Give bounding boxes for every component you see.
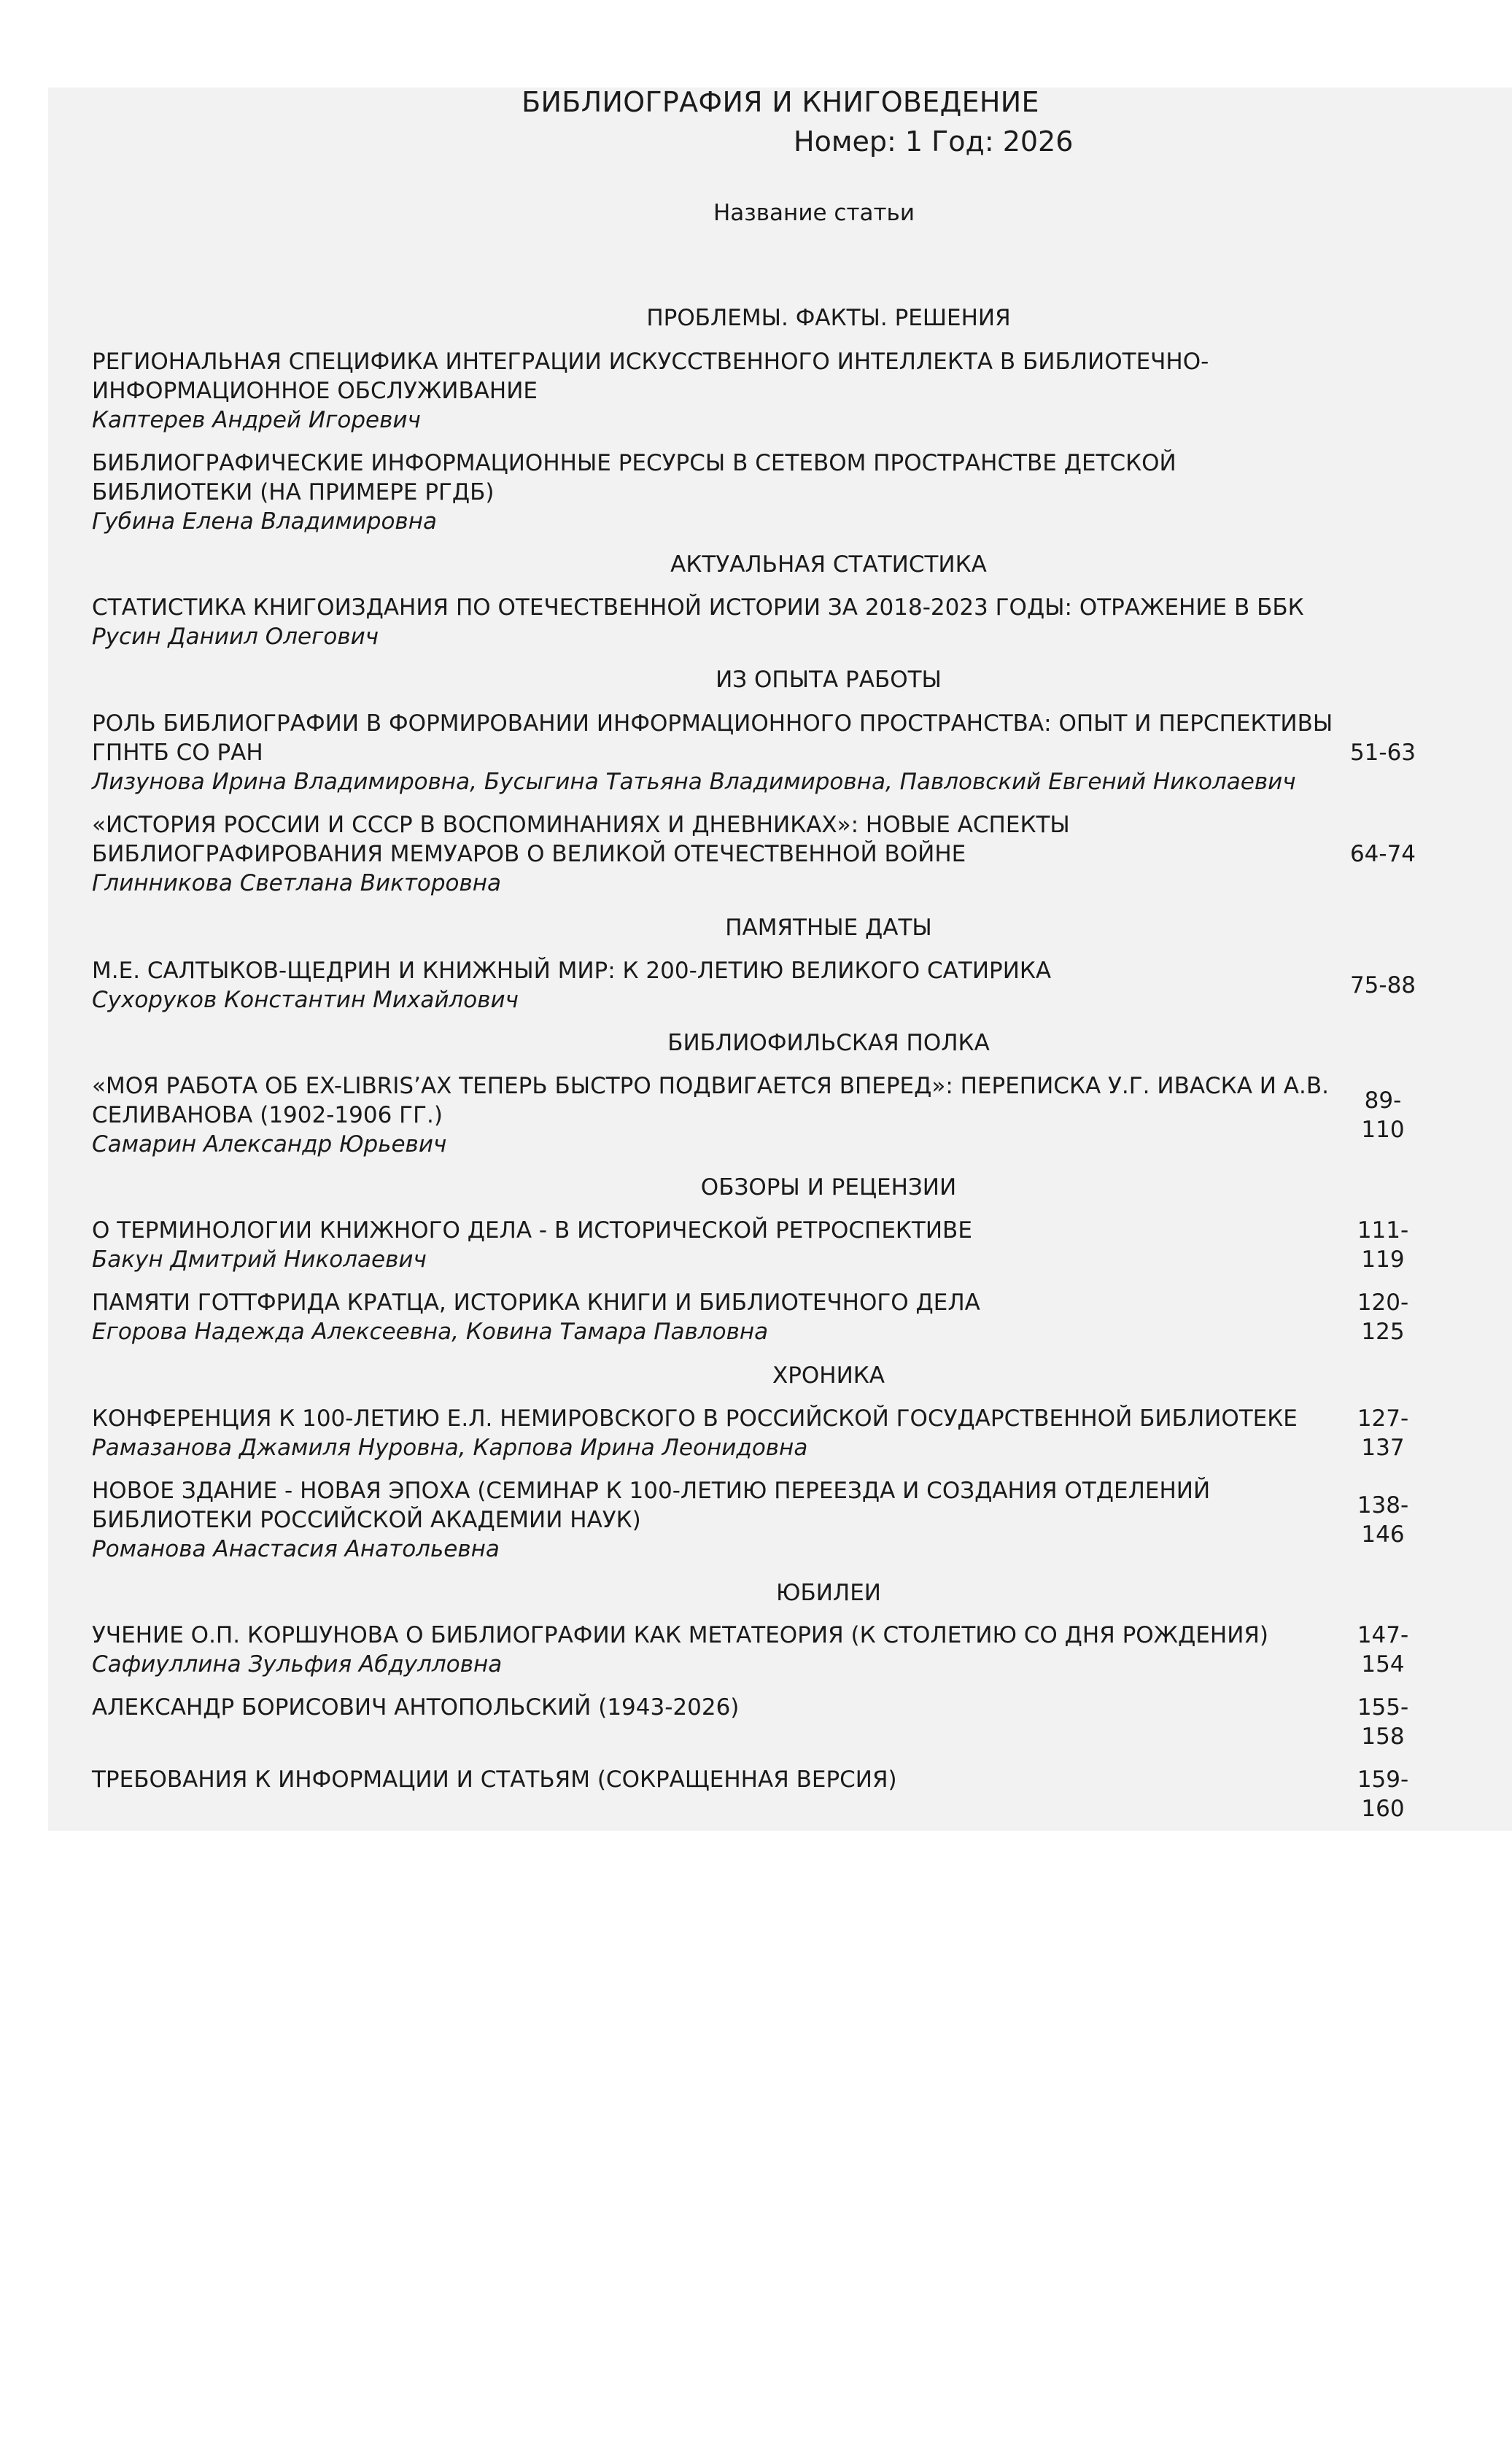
article-authors: Сухоруков Константин Михайлович <box>92 987 519 1013</box>
section-heading: ОБЗОРЫ И РЕЦЕНЗИИ <box>700 1174 957 1201</box>
article-entry[interactable] <box>92 1621 1339 1679</box>
article-authors: Каптерев Андрей Игоревич <box>92 407 421 433</box>
page-range: 75-88 <box>1349 972 1416 999</box>
article-title[interactable]: РЕГИОНАЛЬНАЯ СПЕЦИФИКА ИНТЕГРАЦИИ ИСКУССТВЕННОГО ИНТЕЛЛЕКТА В БИБЛИОТЕЧНО-ИНФОРМАЦИОННОЕ ОБСЛУЖИВАНИЕ <box>92 349 1209 404</box>
page-range: 159- 160 <box>1357 1767 1409 1822</box>
section-heading: ПРОБЛЕМЫ. ФАКТЫ. РЕШЕНИЯ <box>646 305 1011 331</box>
page-range: 155- 158 <box>1357 1694 1409 1750</box>
article-entry[interactable] <box>92 1476 1339 1564</box>
article-entry[interactable] <box>92 810 1339 898</box>
article-authors: Рамазанова Джамиля Нуровна, Карпова Ирина Леонидовна <box>92 1435 808 1461</box>
article-entry[interactable] <box>92 1071 1339 1159</box>
article-authors: Романова Анастасия Анатольевна <box>92 1536 500 1562</box>
article-entry[interactable] <box>92 1404 1339 1462</box>
page-range: 64-74 <box>1349 841 1416 867</box>
article-entry[interactable] <box>92 1765 1339 1794</box>
page-range: 120- 125 <box>1357 1290 1409 1345</box>
section-heading: БИБЛИОФИЛЬСКАЯ ПОЛКА <box>667 1030 990 1056</box>
article-entry[interactable] <box>92 1216 1339 1274</box>
article-authors: Егорова Надежда Алексеевна, Ковина Тамара Павловна <box>92 1319 769 1345</box>
article-authors: Сафиуллина Зульфия Абдулловна <box>92 1651 503 1678</box>
section-heading: ИЗ ОПЫТА РАБОТЫ <box>716 667 942 693</box>
article-entry[interactable] <box>92 956 1339 1015</box>
article-authors: Русин Даниил Олегович <box>92 624 379 650</box>
article-title[interactable]: О ТЕРМИНОЛОГИИ КНИЖНОГО ДЕЛА - В ИСТОРИЧЕСКОЙ РЕТРОСПЕКТИВЕ <box>92 1217 972 1244</box>
article-entry[interactable] <box>92 1288 1339 1346</box>
section-heading: ПАМЯТНЫЕ ДАТЫ <box>725 915 932 941</box>
page-range: 127- 137 <box>1357 1405 1409 1461</box>
article-title[interactable]: «МОЯ РАБОТА ОБ EX-LIBRIS’АХ ТЕПЕРЬ БЫСТРО ПОДВИГАЕТСЯ ВПЕРЕД»: ПЕРЕПИСКА У.Г. ИВАСКА И А.В. СЕЛИВАНОВА (1902-1906 ГГ.) <box>92 1073 1329 1128</box>
article-title[interactable]: ПАМЯТИ ГОТТФРИДА КРАТЦА, ИСТОРИКА КНИГИ И БИБЛИОТЕЧНОГО ДЕЛА <box>92 1290 980 1316</box>
article-title[interactable]: РОЛЬ БИБЛИОГРАФИИ В ФОРМИРОВАНИИ ИНФОРМАЦИОННОГО ПРОСТРАНСТВА: ОПЫТ И ПЕРСПЕКТИВЫ ГПНТБ СО РАН <box>92 710 1333 766</box>
issue-line: Номер: 1 Год: 2026 <box>794 125 1074 158</box>
article-title[interactable]: М.Е. САЛТЫКОВ-ЩЕДРИН И КНИЖНЫЙ МИР: К 200-ЛЕТИЮ ВЕЛИКОГО САТИРИКА <box>92 958 1052 984</box>
page-range: 147- 154 <box>1357 1622 1409 1678</box>
journal-title: БИБЛИОГРАФИЯ И КНИГОВЕДЕНИЕ <box>522 86 1039 118</box>
article-title[interactable]: КОНФЕРЕНЦИЯ К 100-ЛЕТИЮ Е.Л. НЕМИРОВСКОГО В РОССИЙСКОЙ ГОСУДАРСТВЕННОЙ БИБЛИОТЕКЕ <box>92 1405 1298 1432</box>
article-authors: Лизунова Ирина Владимировна, Бусыгина Татьяна Владимировна, Павловский Евгений Николаевич <box>92 769 1296 795</box>
article-authors: Глинникова Светлана Викторовна <box>92 870 502 896</box>
article-title[interactable]: АЛЕКСАНДР БОРИСОВИЧ АНТОПОЛЬСКИЙ (1943-2026) <box>92 1694 740 1721</box>
article-entry[interactable] <box>92 709 1339 796</box>
article-entry[interactable] <box>92 347 1339 435</box>
column-header: Название статьи <box>713 200 915 226</box>
article-authors: Губина Елена Владимировна <box>92 508 437 535</box>
article-entry[interactable] <box>92 593 1339 651</box>
page-range: 51-63 <box>1349 740 1416 766</box>
article-title[interactable]: УЧЕНИЕ О.П. КОРШУНОВА О БИБЛИОГРАФИИ КАК МЕТАТЕОРИЯ (К СТОЛЕТИЮ СО ДНЯ РОЖДЕНИЯ) <box>92 1622 1269 1648</box>
article-authors: Самарин Александр Юрьевич <box>92 1131 447 1158</box>
article-authors: Бакун Дмитрий Николаевич <box>92 1246 427 1273</box>
article-title[interactable]: «ИСТОРИЯ РОССИИ И СССР В ВОСПОМИНАНИЯХ И ДНЕВНИКАХ»: НОВЫЕ АСПЕКТЫ БИБЛИОГРАФИРОВАНИЯ МЕМУАРОВ О ВЕЛИКОЙ ОТЕЧЕСТВЕННОЙ ВОЙНЕ <box>92 812 1070 867</box>
page-range: 111- 119 <box>1357 1217 1409 1273</box>
article-title[interactable]: НОВОЕ ЗДАНИЕ - НОВАЯ ЭПОХА (СЕМИНАР К 100-ЛЕТИЮ ПЕРЕЕЗДА И СОЗДАНИЯ ОТДЕЛЕНИЙ БИБЛИОТЕКИ РОССИЙСКОЙ АКАДЕМИИ НАУК) <box>92 1478 1211 1533</box>
article-entry[interactable] <box>92 449 1339 536</box>
article-title[interactable]: БИБЛИОГРАФИЧЕСКИЕ ИНФОРМАЦИОННЫЕ РЕСУРСЫ В СЕТЕВОМ ПРОСТРАНСТВЕ ДЕТСКОЙ БИБЛИОТЕКИ (НА ПРИМЕРЕ РГДБ) <box>92 450 1176 505</box>
section-heading: АКТУАЛЬНАЯ СТАТИСТИКА <box>670 551 987 578</box>
section-heading: ХРОНИКА <box>772 1362 885 1389</box>
page-range: 138- 146 <box>1357 1492 1409 1548</box>
article-entry[interactable] <box>92 1693 1339 1722</box>
page-range: 89- 110 <box>1361 1087 1405 1143</box>
article-title[interactable]: СТАТИСТИКА КНИГОИЗДАНИЯ ПО ОТЕЧЕСТВЕННОЙ ИСТОРИИ ЗА 2018-2023 ГОДЫ: ОТРАЖЕНИЕ В ББК <box>92 594 1304 621</box>
article-title[interactable]: ТРЕБОВАНИЯ К ИНФОРМАЦИИ И СТАТЬЯМ (СОКРАЩЕННАЯ ВЕРСИЯ) <box>92 1767 897 1793</box>
section-heading: ЮБИЛЕИ <box>775 1580 881 1606</box>
